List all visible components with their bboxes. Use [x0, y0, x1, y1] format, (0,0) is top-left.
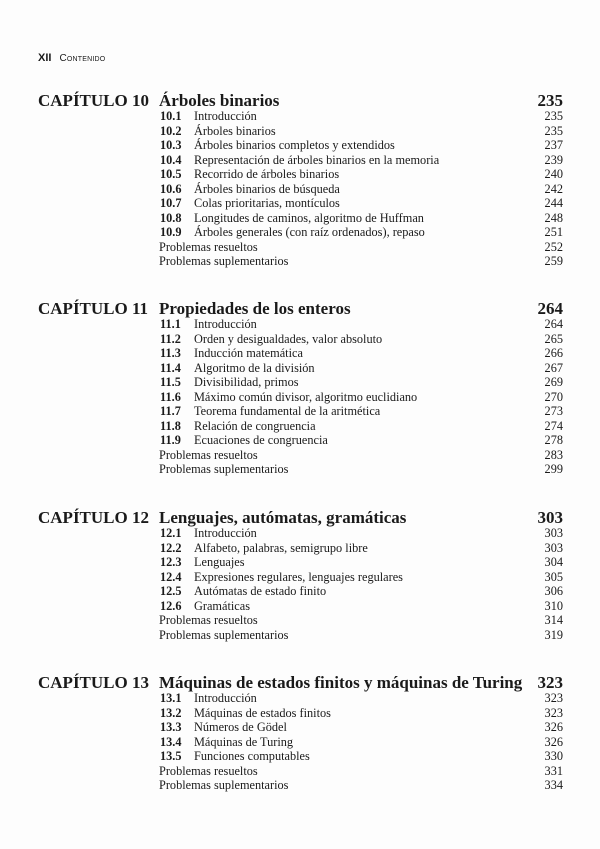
toc-entry[interactable] [38, 749, 563, 764]
section-title: Longitudes de caminos, algoritmo de Huffman [194, 210, 424, 225]
toc-entry[interactable] [38, 390, 563, 405]
section-title: Ecuaciones de congruencia [194, 433, 328, 447]
toc-entry[interactable] [38, 240, 563, 255]
chapter-page: 264 [537, 299, 563, 318]
section-number: 11.3 [160, 346, 181, 360]
section-number: 10.4 [160, 152, 182, 167]
toc-entry[interactable] [38, 584, 563, 599]
section-title: Problemas suplementarios [159, 254, 289, 268]
section-title: Introducción [194, 526, 257, 540]
section-title: Máximo común divisor, algoritmo euclidiano [194, 389, 418, 404]
toc-entry[interactable] [38, 361, 563, 376]
section-title: Árboles binarios de búsqueda [194, 181, 340, 196]
chapter-block [38, 674, 563, 793]
section-page: 330 [544, 749, 563, 763]
toc-entry[interactable] [38, 541, 563, 556]
section-title: Introducción [194, 691, 257, 705]
section-title: Lenguajes [194, 555, 245, 569]
section-title: Máquinas de estados finitos [194, 705, 331, 720]
toc-entry[interactable] [38, 182, 563, 197]
toc-entry[interactable] [38, 317, 563, 332]
section-title: Colas prioritarias, montículos [194, 196, 340, 210]
section-number: 11.9 [160, 433, 181, 447]
section-page: 314 [544, 613, 563, 627]
section-title: Representación de árboles binarios en la memoria [194, 152, 440, 167]
section-number: 13.4 [160, 734, 182, 749]
toc-entry[interactable] [38, 254, 563, 269]
section-page: 264 [544, 317, 563, 331]
section-number: 10.6 [160, 181, 182, 196]
section-page: 235 [544, 123, 563, 138]
chapter-page: 303 [537, 508, 563, 527]
section-page: 310 [544, 598, 563, 613]
section-title: Algoritmo de la división [194, 360, 315, 375]
section-page: 235 [544, 109, 563, 123]
toc-entry[interactable] [38, 526, 563, 541]
section-title: Expresiones regulares, lenguajes regulares [194, 569, 403, 584]
section-title: Problemas resueltos [159, 447, 258, 462]
section-number: 10.8 [160, 210, 182, 225]
section-page: 303 [544, 540, 563, 555]
toc-entry[interactable] [38, 404, 563, 419]
section-page: 303 [544, 526, 563, 540]
section-page: 334 [544, 778, 563, 792]
section-page: 269 [544, 375, 563, 389]
section-page: 239 [544, 152, 563, 167]
toc-entry[interactable] [38, 448, 563, 463]
section-number: 12.4 [160, 569, 182, 584]
section-number: 10.2 [160, 123, 182, 138]
section-page: 270 [544, 389, 563, 404]
chapter-title: Lenguajes, autómatas, gramáticas [159, 508, 407, 527]
chapter-title: Propiedades de los enteros [159, 299, 351, 318]
chapter-heading[interactable] [38, 300, 563, 317]
section-number: 12.2 [160, 540, 182, 555]
section-title: Funciones computables [194, 749, 310, 763]
toc-entry[interactable] [38, 167, 563, 182]
section-title: Máquinas de Turing [194, 734, 294, 749]
toc-entry[interactable] [38, 433, 563, 448]
toc-entry[interactable] [38, 196, 563, 211]
toc-entry[interactable] [38, 346, 563, 361]
section-title: Contenido [59, 53, 106, 64]
chapter-title: Árboles binarios [159, 91, 280, 110]
chapter-label: CAPÍTULO 12 [38, 508, 149, 527]
section-title: Árboles generales (con raíz ordenados), repaso [194, 225, 425, 239]
toc-entry[interactable] [38, 599, 563, 614]
section-title: Orden y desigualdades, valor absoluto [194, 331, 383, 346]
section-page: 237 [544, 138, 563, 152]
section-number: 10.9 [160, 225, 182, 239]
toc-entry[interactable] [38, 628, 563, 643]
section-title: Árboles binarios [194, 123, 276, 138]
section-title: Gramáticas [194, 598, 250, 613]
chapter-heading[interactable] [38, 509, 563, 526]
section-number: 10.7 [160, 196, 182, 210]
section-page: 240 [544, 167, 563, 181]
section-page: 252 [544, 239, 563, 254]
section-page: 283 [544, 447, 563, 462]
section-page: 331 [544, 763, 563, 778]
chapter-heading[interactable] [38, 674, 563, 691]
toc-entry[interactable] [38, 375, 563, 390]
section-page: 251 [544, 225, 563, 239]
toc-entry[interactable] [38, 225, 563, 240]
chapter-block [38, 509, 563, 642]
section-page: 304 [544, 555, 563, 569]
section-number: 13.1 [160, 691, 182, 705]
toc-entry[interactable] [38, 138, 563, 153]
section-number: 11.6 [160, 389, 181, 404]
toc-entry[interactable] [38, 419, 563, 434]
chapter-page: 323 [537, 673, 563, 692]
section-number: 11.1 [160, 317, 181, 331]
section-page: 319 [544, 627, 563, 642]
section-page: 305 [544, 569, 563, 584]
section-number: 11.4 [160, 360, 181, 375]
section-title: Autómatas de estado finito [194, 584, 327, 598]
chapter-label: CAPÍTULO 10 [38, 91, 149, 110]
section-title: Divisibilidad, primos [194, 375, 299, 389]
chapter-block [38, 300, 563, 477]
section-title: Relación de congruencia [194, 418, 316, 433]
section-page: 299 [544, 462, 563, 476]
section-number: 12.3 [160, 555, 182, 569]
section-title: Problemas resueltos [159, 613, 258, 627]
toc-entry[interactable] [38, 153, 563, 168]
toc-entry[interactable] [38, 764, 563, 779]
chapter-label: CAPÍTULO 13 [38, 673, 149, 692]
section-title: Inducción matemática [194, 346, 303, 360]
chapter-page: 235 [537, 91, 563, 110]
section-number: 12.5 [160, 584, 182, 598]
section-title: Recorrido de árboles binarios [194, 167, 340, 181]
section-page: 326 [544, 734, 563, 749]
section-number: 11.8 [160, 418, 181, 433]
section-number: 10.1 [160, 109, 182, 123]
section-number: 10.5 [160, 167, 182, 181]
section-title: Problemas resueltos [159, 763, 258, 778]
section-page: 323 [544, 691, 563, 705]
toc-entry[interactable] [38, 720, 563, 735]
toc-entry[interactable] [38, 735, 563, 750]
section-title: Alfabeto, palabras, semigrupo libre [194, 540, 368, 555]
chapter-label: CAPÍTULO 11 [38, 299, 149, 318]
section-number: 11.5 [160, 375, 181, 389]
section-title: Problemas suplementarios [159, 627, 289, 642]
toc-entry[interactable] [38, 109, 563, 124]
section-page: 242 [544, 181, 563, 196]
toc-entry[interactable] [38, 124, 563, 139]
chapter-title: Máquinas de estados finitos y máquinas de Turing [159, 673, 523, 692]
toc-entry[interactable] [38, 332, 563, 347]
section-title: Introducción [194, 109, 257, 123]
section-page: 306 [544, 584, 563, 598]
section-title: Problemas resueltos [159, 239, 258, 254]
section-title: Introducción [194, 317, 257, 331]
section-page: 244 [544, 196, 563, 210]
section-number: 13.2 [160, 705, 182, 720]
section-page: 266 [544, 346, 563, 360]
section-number: 10.3 [160, 138, 182, 152]
section-title: Números de Gödel [194, 720, 287, 734]
section-page: 267 [544, 360, 563, 375]
toc-entry[interactable] [38, 462, 563, 477]
toc-entry[interactable] [38, 778, 563, 793]
chapter-block [38, 92, 563, 269]
section-page: 278 [544, 433, 563, 447]
toc-entry[interactable] [38, 613, 563, 628]
section-page: 248 [544, 210, 563, 225]
section-page: 326 [544, 720, 563, 734]
section-number: 12.1 [160, 526, 182, 540]
section-number: 12.6 [160, 598, 182, 613]
chapter-heading[interactable] [38, 92, 563, 109]
toc-entry[interactable] [38, 211, 563, 226]
toc-entry[interactable] [38, 706, 563, 721]
section-number: 11.2 [160, 331, 181, 346]
section-title: Problemas suplementarios [159, 462, 289, 476]
toc-entry[interactable] [38, 691, 563, 706]
section-page: 259 [544, 254, 563, 268]
running-header [38, 52, 105, 64]
section-page: 323 [544, 705, 563, 720]
section-title: Árboles binarios completos y extendidos [194, 138, 395, 152]
toc-entry[interactable] [38, 570, 563, 585]
section-title: Problemas suplementarios [159, 778, 289, 792]
section-title: Teorema fundamental de la aritmética [194, 404, 381, 418]
section-page: 274 [544, 418, 563, 433]
section-number: 11.7 [160, 404, 181, 418]
section-number: 13.3 [160, 720, 182, 734]
toc-entry[interactable] [38, 555, 563, 570]
page-number: XII [38, 52, 52, 64]
section-page: 265 [544, 331, 563, 346]
section-number: 13.5 [160, 749, 182, 763]
section-page: 273 [544, 404, 563, 418]
